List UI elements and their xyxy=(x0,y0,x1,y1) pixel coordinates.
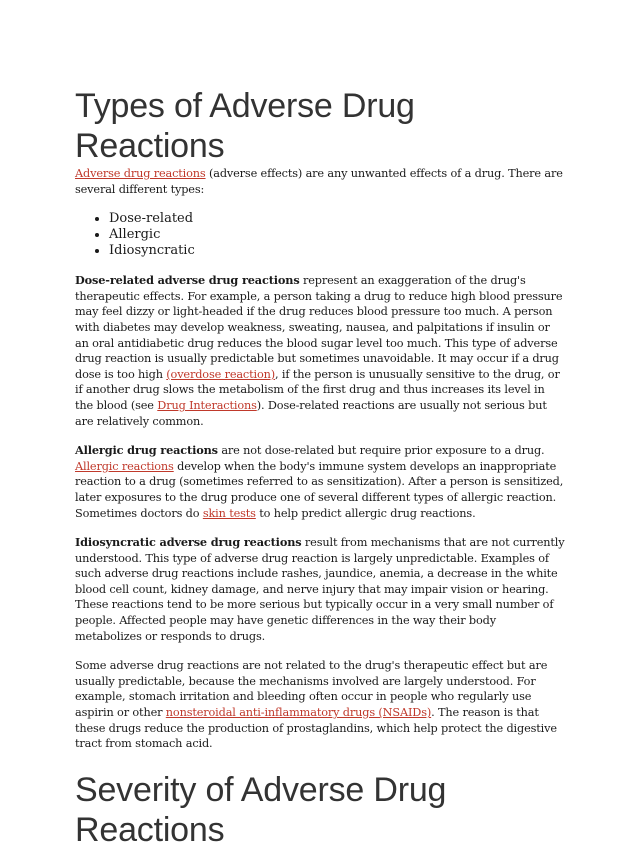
allergic-paragraph: Allergic drug reactions are not dose-related but require prior exposure to a drug. Allergic reactions develop when the body's immune system develops an inappropriate reaction to a drug (sometimes referred to as sensitization). After a person is sensitized, later exposures to the drug produce one of several different types of allergic reaction. Sometimes doctors do skin tests to help predict allergic drug reactions. xyxy=(75,443,564,520)
adverse-drug-reactions-link[interactable]: Adverse drug reactions xyxy=(75,167,206,180)
list-item: • Allergic xyxy=(109,227,565,243)
nsaids-link[interactable]: nonsteroidal anti-inflammatory drugs (NSAIDs) xyxy=(165,706,432,720)
document-page xyxy=(75,86,565,850)
other-reactions-paragraph: Some adverse drug reactions are not related to the drug's therapeutic effect but are usually predictable, because the mechanisms involved are largely understood. For example, stomach irritation and bleeding often occur in people who regularly use aspirin or other nonsteroidal anti-inflammatory drugs (NSAIDs). The reason is that these drugs reduce the production of prostaglandins, which help protect the digestive tract from stomach acid. xyxy=(75,659,557,751)
skin-tests-link[interactable]: skin tests xyxy=(202,506,256,520)
drug-interactions-link[interactable]: Drug Interactions xyxy=(157,398,257,412)
idiosyncratic-paragraph: Idiosyncratic adverse drug reactions result from mechanisms that are not currently understood. This type of adverse drug reaction is largely unpredictable. Examples of such adverse drug reactions include rashes, jaundice, anemia, a decrease in the white blood cell count, kidney damage, and nerve injury that may impair vision or hearing. These reactions tend to be more serious but typically occur in a very small number of people. Affected people may have genetic differences in the way their body metabolizes or responds to drugs. xyxy=(75,535,565,643)
allergic-reactions-link[interactable]: Allergic reactions xyxy=(75,459,174,473)
types-list xyxy=(75,211,565,259)
section-title-severity: Severity of Adverse Drug Reactions xyxy=(75,770,447,849)
intro-paragraph: Adverse drug reactions (adverse effects) are any unwanted effects of a drug. There are several different types: xyxy=(75,167,563,196)
overdose-reaction-link[interactable]: (overdose reaction) xyxy=(166,367,275,381)
dose-related-paragraph: Dose-related adverse drug reactions represent an exaggeration of the drug's therapeutic effects. For example, a person taking a drug to reduce high blood pressure may feel dizzy or light-headed if the drug reduces blood pressure too much. A person with diabetes may develop weakness, sweating, nausea, and palpitations if insulin or an oral antidiabetic drug reduces the blood sugar level too much. This type of adverse drug reaction is usually predictable but sometimes unavoidable. It may occur if a drug dose is too high (overdose reaction), if the person is unusually sensitive to the drug, or if another drug slows the metabolism of the first drug and thus increases its level in the blood (see Drug Interactions). Dose-related reactions are usually not serious but are relatively common. xyxy=(75,273,563,428)
list-item: • Idiosyncratic xyxy=(109,243,565,259)
page-title: Types of Adverse Drug Reactions xyxy=(75,87,415,165)
list-item: • Dose-related xyxy=(109,211,565,227)
